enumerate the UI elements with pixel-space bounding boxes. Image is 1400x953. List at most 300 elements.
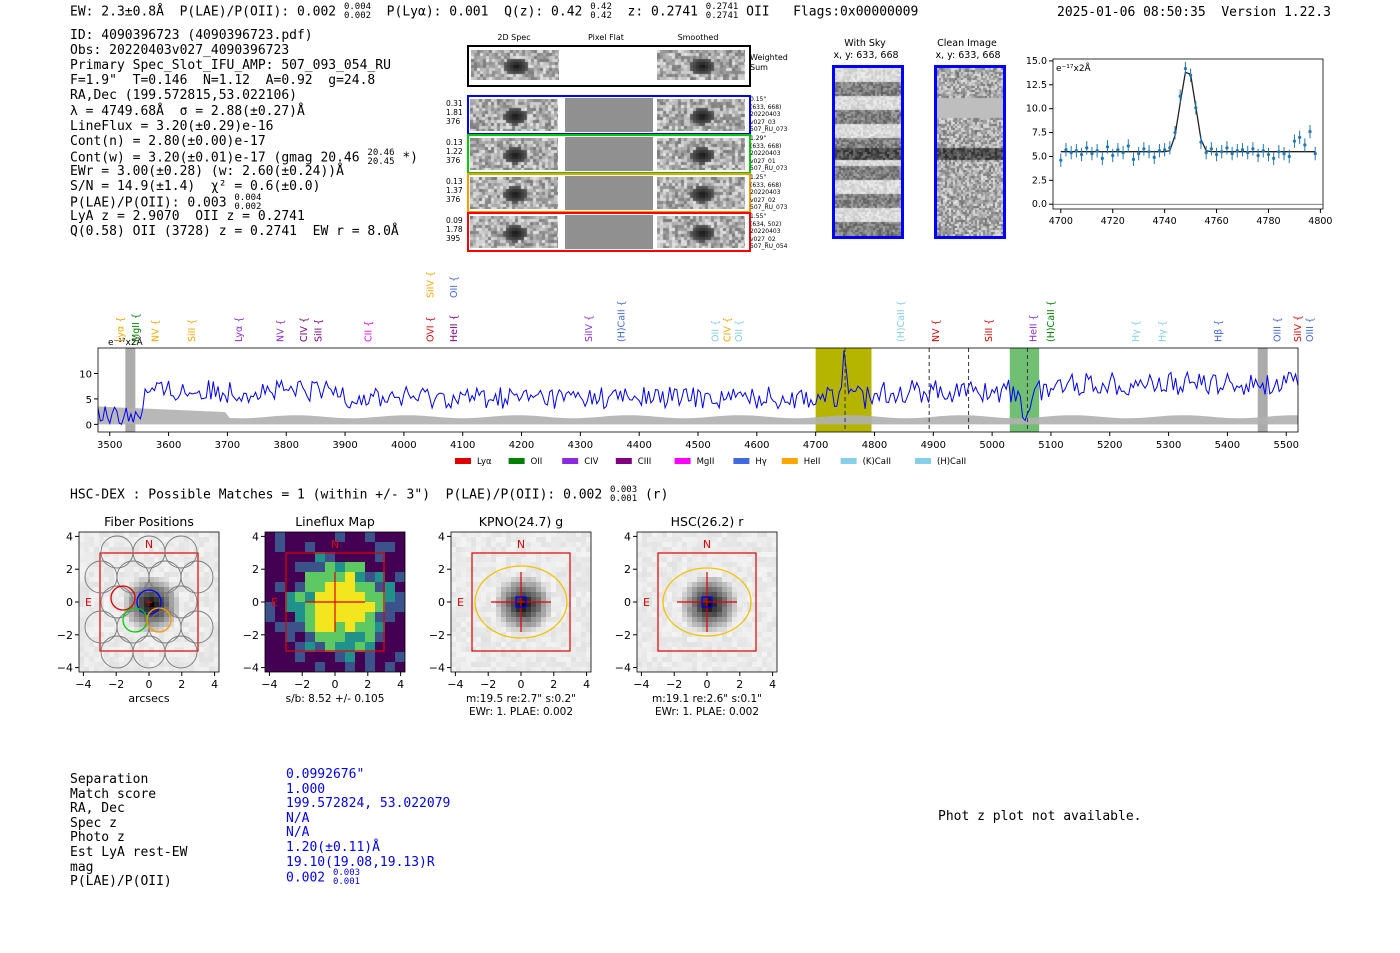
cutout-meta: v027_02 [750,235,776,243]
cutout-stat: 1.81 [446,108,463,117]
y-tick-label: 4 [438,530,445,544]
cutout-smoothed [657,138,745,170]
x-tick-label: 0 [331,678,339,691]
match-label: P(LAE)/P(OII) [70,874,172,890]
data-point [1173,131,1176,134]
y-tick-label: 15.0 [1025,55,1047,67]
y-tick-label: 5.0 [1031,151,1047,163]
panel-title: KPNO(24.7) g [478,514,564,529]
data-point [1179,95,1182,98]
unit-label: e⁻¹⁷x2Å [1056,64,1091,74]
x-tick-label: 2 [736,678,744,691]
data-point [1075,149,1078,152]
info-line: RA,Dec (199.572815,53.022106) [70,88,297,104]
cutout-stat: 395 [446,234,461,243]
x-tick-label: 5500 [1273,440,1299,451]
cutout-smoothed [657,216,745,248]
east-label: E [271,596,278,609]
panel-caption: m:19.5 re:2.7" s:0.2" [466,693,576,705]
panel-caption: m:19.1 re:2.6" s:0.1" [652,693,762,705]
header-summary: EW: 2.3±0.8Å P(LAE)/P(OII): 0.002 0.004 0.002 P(Lyα): 0.001 Q(z): 0.42 0.42 0.42 z: 0.2741 0.2741 0.2741 OII Flags:0x00000009 [70,2,919,21]
data-point [1085,146,1088,149]
x-tick-label: −2 [108,678,125,691]
cutout-meta: 20220403 [750,189,781,196]
x-tick-label: 4900 [920,440,947,451]
data-point [1070,151,1073,154]
y-tick-label: 7.5 [1031,127,1047,139]
line-id-label: NV { [275,319,287,342]
data-point [1220,150,1223,153]
data-point [1314,152,1317,155]
cutout-meta: (633, 668) [750,103,782,111]
line-id-label: CIV { [722,317,734,342]
info-line: F=1.9" T=0.146 N=1.12 A=0.92 g=24.8 [70,73,376,89]
y-tick-label: 4 [66,530,73,544]
cutout-meta: 1.25" [750,174,767,181]
uncertainty-stack: 0.2741 0.2741 [705,2,739,21]
cutout-stat: 0.31 [446,99,463,108]
data-point [1137,152,1140,155]
x-tick-label: 4700 [1048,216,1073,227]
panel-caption: EWr: 1. PLAE: 0.002 [468,706,574,718]
data-point [1215,153,1218,156]
cutout-row-frame [467,134,751,174]
cutout-stat: 0.09 [446,216,463,225]
x-tick-label: 4500 [685,440,711,451]
x-tick-label: −4 [633,678,650,691]
fiber-cutouts [440,33,800,258]
uncertainty-stack: 20.46 20.45 [367,147,395,167]
cutout-stat: 1.37 [446,186,463,195]
data-point [1256,154,1259,157]
cutout-2d-spec [470,138,558,170]
line-id-label: Hγ { [1131,320,1143,342]
line-id-label: OIII { [1304,317,1316,342]
y-tick-label: 4 [624,530,631,544]
data-point [1225,146,1228,149]
y-tick-label: 0 [85,420,92,432]
line-id-label: NV { [931,319,943,342]
cutout-meta: v027_01 [750,157,776,165]
data-point [1277,150,1280,153]
data-point [1308,130,1311,133]
y-tick-label: −2 [428,628,445,642]
line-id-label: Lyα { [115,316,127,342]
x-tick-label: 4 [211,678,219,691]
legend-label: Hγ [755,457,767,467]
y-tick-label: 10.0 [1025,103,1047,115]
line-fit-chart [1015,55,1335,255]
line-id-label: OII { [448,275,460,298]
info-line: P(LAE)/P(OII): 0.003 0.004 0.002 [70,193,262,213]
data-point [1189,74,1192,77]
legend-label: Lyα [477,457,492,467]
data-point [1168,146,1171,149]
y-tick-label: −2 [242,628,259,642]
cutout-pixel-flat [565,98,653,132]
data-point [1231,152,1234,155]
info-line: Obs: 20220403v027_4090396723 [70,43,290,59]
y-tick-label: 2 [66,563,73,577]
x-tick-label: −2 [666,678,683,691]
legend-label: MgII [696,457,715,467]
panel-xlabel: arcsecs [128,692,170,705]
line-id-label: OVI { [425,316,437,342]
x-tick-label: 5200 [1097,440,1123,451]
cutout-pixel-flat [565,215,653,249]
cutout-smoothed [657,177,745,209]
cutout-meta: 507_RU_054 [750,243,788,250]
line-id-label: CIV { [298,317,310,342]
x-tick-label: 0 [145,678,153,691]
x-tick-label: 5100 [1038,440,1064,451]
line-id-label: SiIV { [1293,314,1304,342]
x-tick-label: 0 [703,678,711,691]
cutout-2d-spec [470,177,558,209]
data-point [1293,140,1296,143]
cutout-row-frame [467,95,751,135]
y-tick-label: −2 [614,628,631,642]
uncertainty-stack: 0.004 0.002 [343,2,372,21]
data-point [1090,152,1093,155]
x-tick-label: 4 [397,678,405,691]
data-point [1080,153,1083,156]
weighted-2d-spec [471,50,559,80]
match-value: 19.10(19.08,19.13)R [286,854,435,870]
x-tick-label: −4 [261,678,278,691]
cutout-meta: 1.55" [750,213,767,220]
x-tick-label: −4 [447,678,464,691]
uncertainty-stack: 0.42 0.42 [590,2,612,21]
match-value: 199.572824, 53.022079 [286,796,451,812]
north-label: N [516,538,526,551]
x-tick-label: 4100 [449,440,476,451]
data-point [1241,148,1244,151]
clean-image [934,65,1006,239]
y-tick-label: 4 [252,530,259,544]
weighted-sum-frame [467,45,751,87]
x-tick-label: 2 [364,678,372,691]
cutout-meta: 1.29" [750,135,767,142]
info-line: LineFlux = 3.20(±0.29)e-16 [70,118,274,134]
uncertainty-stack: 0.004 0.002 [234,193,262,213]
data-point [1303,143,1306,146]
y-tick-label: 2 [252,563,259,577]
data-point [1127,144,1130,147]
data-point [1158,149,1161,152]
data-point [1194,106,1197,109]
full-spectrum-chart [60,270,1350,467]
photz-note: Phot z plot not available. [938,809,1142,824]
x-tick-label: 4740 [1152,216,1177,227]
cutout-stat: 0.13 [446,177,463,186]
sky-panel-title: With Sky [844,38,886,49]
cutout-meta: (633, 668) [750,142,782,150]
x-tick-label: 4200 [508,440,535,451]
match-label: Spec z [70,815,117,831]
data-point [1101,157,1104,160]
cutout-2d-spec [470,99,558,131]
x-tick-label: 3900 [332,440,358,451]
y-tick-label: 2 [624,563,631,577]
cutout-row-frame [467,173,751,213]
info-line: Cont(n) = 2.80(±0.00)e-17 [70,133,266,149]
cutout-meta: 507_RU_073 [750,204,788,211]
data-point [1262,149,1265,152]
y-tick-label: 0.0 [1031,199,1047,211]
match-value: 0.0992676" [286,767,365,782]
data-point [1288,155,1291,158]
x-tick-label: 0 [517,678,525,691]
legend-swatch [509,458,525,464]
x-tick-label: 4800 [861,440,888,451]
x-tick-label: 3700 [214,440,241,451]
y-tick-label: 0 [624,596,631,609]
y-tick-label: −4 [614,661,631,675]
data-point [1267,153,1270,156]
y-tick-label: 10 [79,369,92,381]
data-point [1246,151,1249,154]
cutout-stat: 1.22 [446,147,463,156]
x-tick-label: 3800 [273,440,299,451]
cutout-meta: 507_RU_073 [750,165,788,172]
match-value: N/A [286,825,310,841]
line-id-label: OIII { [1272,317,1284,342]
data-point [1111,154,1114,157]
timestamp-version: 2025-01-06 08:50:35 Version 1.22.3 [1057,5,1331,20]
east-label: E [457,596,464,609]
east-label: E [85,596,92,609]
uncertainty-stack: 0.003 0.001 [610,485,638,504]
cutout-column-header: Smoothed [677,33,719,42]
legend-label: CIV [584,457,599,467]
data-point [1272,157,1275,160]
line-id-label: (H)CaII { [1045,300,1057,342]
info-line: LyA z = 2.9070 OII z = 0.2741 [70,209,305,225]
data-point [1153,156,1156,159]
data-point [1210,147,1213,150]
y-tick-label: −4 [428,661,445,675]
x-tick-label: 4300 [567,440,594,451]
sky-panel-title: Clean Image [937,38,997,49]
x-tick-label: −2 [294,678,311,691]
line-id-label: CII { [363,320,375,342]
data-point [1147,150,1150,153]
info-line: EWr = 3.00(±0.28) (w: 2.60(±0.24))Å [70,163,344,179]
data-point [1236,149,1239,152]
cutout-row-frame [467,212,751,252]
x-tick-label: 4 [583,678,591,691]
y-tick-label: −4 [56,661,73,675]
info-line: λ = 4749.68Å σ = 2.88(±0.27)Å [70,103,305,119]
data-point [1142,147,1145,150]
line-id-label: (H)CaII { [895,300,907,342]
cutout-pixel-flat [565,137,653,171]
legend-label: OII [530,457,543,467]
cutout-stat: 376 [446,117,461,126]
match-value: N/A [286,810,310,826]
match-value: 1.20(±0.11)Å [286,840,380,855]
match-label: mag [70,859,94,875]
line-id-label: Hβ { [1213,319,1225,342]
legend-label: (H)CaII [937,457,967,467]
line-id-label: SiIV { [584,314,596,342]
imaging-panels [45,510,825,725]
north-label: N [702,538,712,551]
x-tick-label: −4 [75,678,92,691]
data-point [1106,145,1109,148]
cutout-meta: 20220403 [750,150,781,157]
cutout-meta: 507_RU_073 [750,126,788,133]
weighted-sum-label: Weighted Sum [750,53,788,72]
x-tick-label: 5000 [979,440,1005,451]
y-tick-label: 0 [252,596,259,609]
zoom-frame [1053,59,1323,209]
x-tick-label: 5400 [1214,440,1241,451]
y-tick-label: −4 [242,661,259,675]
data-point [1205,151,1208,154]
x-tick-label: 4400 [626,440,652,451]
weighted-smoothed [657,50,745,80]
legend-label: (K)CaII [862,457,891,467]
panel-title: Lineflux Map [295,514,375,529]
x-tick-label: 4700 [802,440,829,451]
x-tick-label: 4 [769,678,777,691]
cutout-meta: 20220403 [750,228,781,235]
x-tick-label: 4720 [1100,216,1125,227]
info-line: Cont(w) = 3.20(±0.01)e-17 (gmag 20.46 20.46 20.45 *) [70,147,418,167]
x-tick-label: 4760 [1204,216,1229,227]
legend-swatch [562,458,578,464]
data-point [1163,148,1166,151]
x-tick-label: 3600 [155,440,182,451]
sky-panels [820,36,1010,241]
line-id-label: SiII { [984,318,996,342]
cutout-meta: v027_02 [750,196,776,204]
hsc-dex-summary: HSC-DEX : Possible Matches = 1 (within +/- 3") P(LAE)/P(OII): 0.002 0.003 0.001 (r) [70,485,669,504]
data-point [1298,136,1301,139]
x-tick-label: 4600 [744,440,770,451]
sky-image [832,65,904,239]
cutout-meta: 0.15" [750,96,767,103]
north-label: N [330,538,340,551]
match-label: Separation [70,772,149,787]
legend-swatch [733,458,749,464]
east-label: E [643,596,650,609]
line-id-label: HeII { [448,314,460,342]
spectrum-line [98,351,1298,425]
y-tick-label: 5 [85,394,92,406]
cutout-stat: 376 [446,195,461,204]
data-point [1064,148,1067,151]
legend-swatch [616,458,632,464]
line-id-label: Hγ { [1157,320,1169,342]
x-tick-label: 4780 [1256,216,1281,227]
line-id-label: OII { [734,319,746,342]
line-id-label: NV { [150,319,162,342]
cutout-stat: 376 [446,156,461,165]
data-point [1059,159,1062,162]
match-label: Photo z [70,830,125,846]
legend-swatch [915,458,931,464]
line-id-label: HeII { [1028,314,1040,342]
cutout-stat: 0.13 [446,138,463,147]
legend-swatch [782,458,798,464]
cutout-meta: (633, 668) [750,181,782,189]
match-label: RA, Dec [70,801,125,817]
cutout-column-header: 2D Spec [497,33,531,42]
y-tick-label: 2.5 [1031,175,1047,187]
unit-label: e⁻¹⁷x2Å [108,338,143,348]
cutout-smoothed [657,99,745,131]
y-tick-label: 12.5 [1025,79,1047,91]
cutout-stat: 1.78 [446,225,463,234]
info-line: Primary Spec_Slot_IFU_AMP: 507_093_054_RU [70,58,391,74]
x-tick-label: −2 [480,678,497,691]
match-label: Est LyA rest-EW [70,845,188,860]
match-value: 1.000 [286,781,326,797]
y-tick-label: 0 [66,596,73,609]
x-tick-label: 5300 [1155,440,1182,451]
sky-panel-subtitle: x, y: 633, 668 [833,50,899,61]
panel-caption: s/b: 8.52 +/- 0.105 [285,693,385,705]
info-line: Q(0.58) OII (3728) z = 0.2741 EW r = 8.0Å [70,224,399,240]
x-tick-label: 4800 [1308,216,1333,227]
y-tick-label: 0 [438,596,445,609]
data-point [1096,149,1099,152]
legend-swatch [675,458,691,464]
cutout-column-header: Pixel Flat [588,33,624,42]
x-tick-label: 3500 [97,440,123,451]
model-fit-line [1061,72,1315,151]
data-point [1199,141,1202,144]
legend-swatch [841,458,857,464]
x-tick-label: 2 [178,678,186,691]
cutout-meta: (634, 502) [750,220,782,228]
match-value: 0.002 0.003 0.001 [286,868,361,888]
panel-caption: EWr: 1. PLAE: 0.002 [654,706,760,718]
sky-panel-subtitle: x, y: 633, 668 [935,50,1001,61]
data-point [1132,158,1135,161]
info-line: S/N = 14.9(±1.4) χ² = 0.6(±0.0) [70,179,321,194]
line-id-label: SiIV { [425,270,437,298]
y-tick-label: 2 [438,563,445,577]
cutout-2d-spec [470,216,558,248]
info-line: ID: 4090396723 (4090396723.pdf) [70,28,313,43]
data-point [1116,148,1119,151]
line-id-label: SiII { [313,318,325,342]
legend-swatch [455,458,471,464]
cutout-meta: 20220403 [750,111,781,118]
north-label: N [144,538,154,551]
data-point [1184,67,1187,70]
center-marker: + [144,596,154,609]
data-point [1251,147,1254,150]
data-point [1121,151,1124,154]
x-tick-label: 2 [550,678,558,691]
error-envelope [98,407,1298,425]
cutout-pixel-flat [565,176,653,210]
cutout-meta: v027_03 [750,118,776,126]
uncertainty-stack: 0.003 0.001 [332,868,361,888]
panel-title: Fiber Positions [104,514,194,529]
data-point [1282,152,1285,155]
match-label: Match score [70,786,157,802]
line-id-label: (H)CaII { [616,300,628,342]
panel-title: HSC(26.2) r [670,514,744,529]
line-id-label: OII { [710,319,722,342]
line-id-label: Lyα { [234,316,246,342]
